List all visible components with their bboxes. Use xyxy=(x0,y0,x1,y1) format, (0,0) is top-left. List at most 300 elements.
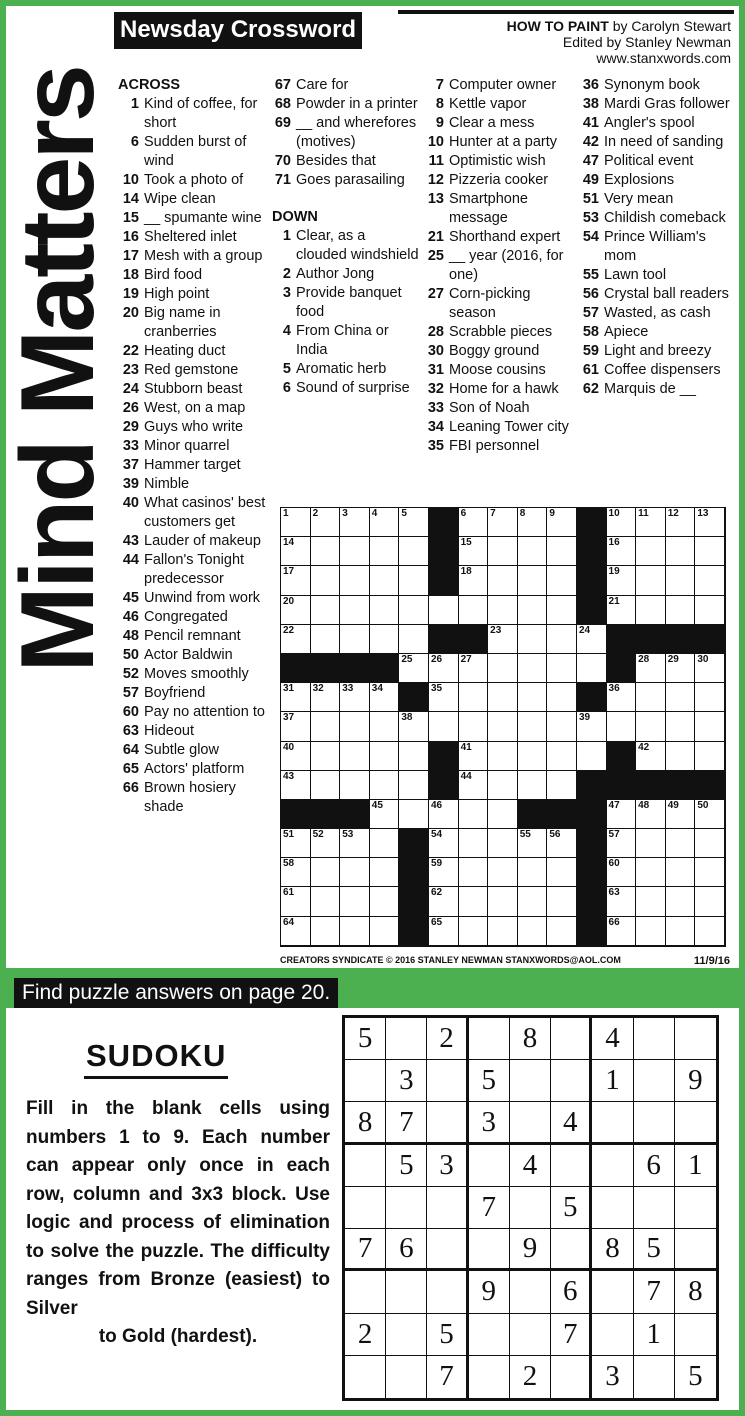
sudoku-empty-cell[interactable] xyxy=(345,1356,386,1398)
grid-cell[interactable] xyxy=(340,537,370,566)
black-square xyxy=(607,742,637,771)
clue-text: Goes parasailing xyxy=(296,172,405,188)
grid-cell[interactable] xyxy=(370,800,400,829)
grid-cell[interactable] xyxy=(695,566,725,595)
clue-number: 29 xyxy=(122,419,139,435)
sudoku-empty-cell[interactable] xyxy=(551,1018,592,1060)
clue-number: 10 xyxy=(427,134,444,150)
grid-cell[interactable] xyxy=(518,596,548,625)
clue-text: Sheltered inlet xyxy=(144,229,237,245)
cell-number: 37 xyxy=(283,712,295,724)
sudoku-empty-cell[interactable] xyxy=(386,1356,427,1398)
sudoku-given: 1 xyxy=(592,1060,633,1102)
sudoku-empty-cell[interactable] xyxy=(386,1271,427,1313)
grid-cell[interactable] xyxy=(607,800,637,829)
clue-text: Moose cousins xyxy=(449,362,546,378)
grid-cell[interactable] xyxy=(281,566,311,595)
grid-cell[interactable] xyxy=(370,887,400,916)
sudoku-given: 8 xyxy=(592,1229,633,1271)
sudoku-empty-cell[interactable] xyxy=(634,1187,675,1229)
grid-cell[interactable] xyxy=(281,887,311,916)
grid-cell[interactable] xyxy=(429,683,459,712)
cell-number: 13 xyxy=(697,508,709,519)
grid-cell[interactable] xyxy=(340,625,370,654)
grid-cell[interactable] xyxy=(488,683,518,712)
grid-cell[interactable] xyxy=(281,596,311,625)
grid-cell[interactable] xyxy=(370,625,400,654)
grid-cell[interactable] xyxy=(666,712,696,741)
byline xyxy=(507,18,731,66)
grid-cell[interactable] xyxy=(518,887,548,916)
grid-cell[interactable] xyxy=(695,712,725,741)
grid-cell[interactable] xyxy=(518,537,548,566)
grid-cell[interactable] xyxy=(488,508,518,537)
cell-number: 59 xyxy=(430,858,443,870)
grid-cell[interactable] xyxy=(429,712,459,741)
cell-number: 61 xyxy=(283,887,295,899)
grid-cell[interactable] xyxy=(488,917,518,946)
clue-text: Actors' platform xyxy=(144,761,245,777)
grid-cell[interactable] xyxy=(340,829,370,858)
grid-cell[interactable] xyxy=(399,654,429,683)
grid-cell[interactable] xyxy=(488,771,518,800)
sudoku-empty-cell[interactable] xyxy=(427,1187,468,1229)
grid-cell[interactable] xyxy=(518,508,548,537)
sudoku-empty-cell[interactable] xyxy=(510,1271,551,1313)
clue xyxy=(579,152,735,171)
sudoku-empty-cell[interactable] xyxy=(469,1145,510,1187)
sudoku-empty-cell[interactable] xyxy=(386,1314,427,1356)
grid-cell[interactable] xyxy=(607,712,637,741)
grid-cell[interactable] xyxy=(636,683,666,712)
clue xyxy=(579,228,735,266)
clue-number: 63 xyxy=(122,723,139,739)
grid-cell[interactable] xyxy=(695,887,725,916)
grid-cell[interactable] xyxy=(340,742,370,771)
grid-cell[interactable] xyxy=(547,829,577,858)
sudoku-empty-cell[interactable] xyxy=(634,1356,675,1398)
grid-cell[interactable] xyxy=(399,508,429,537)
clue xyxy=(118,380,268,399)
sudoku-empty-cell[interactable] xyxy=(510,1314,551,1356)
grid-cell[interactable] xyxy=(281,683,311,712)
grid-cell[interactable] xyxy=(370,829,400,858)
down-heading: DOWN xyxy=(272,209,318,225)
grid-cell[interactable] xyxy=(666,508,696,537)
grid-cell[interactable] xyxy=(488,712,518,741)
grid-cell[interactable] xyxy=(459,829,489,858)
grid-cell[interactable] xyxy=(695,829,725,858)
grid-cell[interactable] xyxy=(311,917,341,946)
clue-text: Shorthand expert xyxy=(449,229,561,245)
clue-number: 3 xyxy=(282,285,291,301)
clue-text: High point xyxy=(144,286,210,302)
grid-cell[interactable] xyxy=(488,537,518,566)
grid-cell[interactable] xyxy=(636,596,666,625)
grid-cell[interactable] xyxy=(429,887,459,916)
grid-cell[interactable] xyxy=(518,712,548,741)
clue xyxy=(118,475,268,494)
grid-cell[interactable] xyxy=(281,742,311,771)
clue-column-2 xyxy=(272,76,420,398)
grid-cell[interactable] xyxy=(429,800,459,829)
grid-cell[interactable] xyxy=(311,683,341,712)
grid-cell[interactable] xyxy=(636,887,666,916)
grid-cell[interactable] xyxy=(518,566,548,595)
clue xyxy=(118,361,268,380)
sudoku-empty-cell[interactable] xyxy=(675,1102,716,1144)
sudoku-empty-cell[interactable] xyxy=(427,1060,468,1102)
sudoku-empty-cell[interactable] xyxy=(675,1229,716,1271)
grid-cell[interactable] xyxy=(666,537,696,566)
clue-text: Brown hosiery shade xyxy=(144,780,236,815)
sudoku-given: 8 xyxy=(675,1271,716,1313)
sudoku-empty-cell[interactable] xyxy=(469,1018,510,1060)
grid-cell[interactable] xyxy=(636,858,666,887)
grid-cell[interactable] xyxy=(340,508,370,537)
grid-cell[interactable] xyxy=(281,537,311,566)
grid-cell[interactable] xyxy=(695,596,725,625)
grid-cell[interactable] xyxy=(281,917,311,946)
grid-cell[interactable] xyxy=(607,917,637,946)
grid-cell[interactable] xyxy=(547,508,577,537)
grid-cell[interactable] xyxy=(399,537,429,566)
grid-cell[interactable] xyxy=(488,858,518,887)
grid-cell[interactable] xyxy=(370,683,400,712)
cell-number: 23 xyxy=(490,624,502,636)
grid-cell[interactable] xyxy=(459,800,489,829)
grid-cell[interactable] xyxy=(695,654,725,683)
sudoku-given: 6 xyxy=(386,1229,427,1271)
grid-cell[interactable] xyxy=(518,771,548,800)
black-square xyxy=(459,625,489,654)
grid-cell[interactable] xyxy=(577,654,607,683)
sudoku-given: 5 xyxy=(345,1018,386,1060)
grid-cell[interactable] xyxy=(636,537,666,566)
grid-cell[interactable] xyxy=(340,771,370,800)
grid-cell[interactable] xyxy=(281,829,311,858)
black-square xyxy=(695,625,725,654)
grid-cell[interactable] xyxy=(370,537,400,566)
grid-cell[interactable] xyxy=(666,917,696,946)
grid-cell[interactable] xyxy=(607,566,637,595)
black-square xyxy=(429,537,459,566)
sudoku-empty-cell[interactable] xyxy=(345,1145,386,1187)
grid-cell[interactable] xyxy=(459,654,489,683)
grid-cell[interactable] xyxy=(459,742,489,771)
sudoku-empty-cell[interactable] xyxy=(386,1018,427,1060)
sudoku-given: 5 xyxy=(688,1360,703,1393)
grid-cell[interactable] xyxy=(429,858,459,887)
grid-cell[interactable] xyxy=(370,858,400,887)
sudoku-empty-cell[interactable] xyxy=(345,1187,386,1229)
grid-cell[interactable] xyxy=(577,625,607,654)
sudoku-empty-cell[interactable] xyxy=(675,1314,716,1356)
grid-cell[interactable] xyxy=(340,683,370,712)
grid-cell[interactable] xyxy=(695,917,725,946)
grid-cell[interactable] xyxy=(607,596,637,625)
sudoku-empty-cell[interactable] xyxy=(592,1145,633,1187)
clue-text: Lawn tool xyxy=(604,267,667,283)
clue-number: 42 xyxy=(582,134,599,150)
sudoku-empty-cell[interactable] xyxy=(592,1271,633,1313)
puzzle-date: 11/9/16 xyxy=(693,955,730,967)
grid-cell[interactable] xyxy=(459,712,489,741)
grid-cell[interactable] xyxy=(370,596,400,625)
cell-number: 10 xyxy=(608,508,620,519)
grid-cell[interactable] xyxy=(547,917,577,946)
clue xyxy=(425,323,577,342)
grid-cell[interactable] xyxy=(547,683,577,712)
grid-cell[interactable] xyxy=(518,917,548,946)
grid-cell[interactable] xyxy=(281,771,311,800)
grid-cell[interactable] xyxy=(547,566,577,595)
sudoku-given: 4 xyxy=(592,1018,633,1060)
grid-cell[interactable] xyxy=(311,566,341,595)
grid-cell[interactable] xyxy=(488,887,518,916)
sudoku-empty-cell[interactable] xyxy=(469,1356,510,1398)
clue-number: 5 xyxy=(282,361,291,377)
grid-cell[interactable] xyxy=(399,596,429,625)
grid-cell[interactable] xyxy=(518,625,548,654)
sudoku-empty-cell[interactable] xyxy=(427,1229,468,1271)
grid-cell[interactable] xyxy=(311,508,341,537)
grid-cell[interactable] xyxy=(547,537,577,566)
grid-cell[interactable] xyxy=(695,800,725,829)
sudoku-empty-cell[interactable] xyxy=(345,1060,386,1102)
cell-number: 63 xyxy=(608,887,620,899)
grid-cell[interactable] xyxy=(311,596,341,625)
sudoku-empty-cell[interactable] xyxy=(634,1018,675,1060)
grid-cell[interactable] xyxy=(636,508,666,537)
sudoku-empty-cell[interactable] xyxy=(551,1060,592,1102)
grid-cell[interactable] xyxy=(666,596,696,625)
grid-cell[interactable] xyxy=(607,537,637,566)
grid-cell[interactable] xyxy=(488,566,518,595)
clue-number: 6 xyxy=(130,134,139,150)
grid-cell[interactable] xyxy=(311,742,341,771)
grid-cell[interactable] xyxy=(459,566,489,595)
grid-cell[interactable] xyxy=(666,566,696,595)
grid-cell[interactable] xyxy=(370,771,400,800)
cell-number: 50 xyxy=(697,799,709,811)
grid-cell[interactable] xyxy=(547,858,577,887)
clue xyxy=(425,342,577,361)
sudoku-empty-cell[interactable] xyxy=(510,1187,551,1229)
grid-cell[interactable] xyxy=(399,566,429,595)
cell-number: 31 xyxy=(283,683,295,695)
sudoku-empty-cell[interactable] xyxy=(386,1187,427,1229)
grid-cell[interactable] xyxy=(399,771,429,800)
grid-cell[interactable] xyxy=(666,858,696,887)
grid-cell[interactable] xyxy=(518,742,548,771)
sudoku-empty-cell[interactable] xyxy=(551,1229,592,1271)
sudoku-title: SUDOKU xyxy=(84,1038,228,1079)
grid-cell[interactable] xyxy=(607,683,637,712)
grid-cell[interactable] xyxy=(340,887,370,916)
grid-cell[interactable] xyxy=(340,566,370,595)
clue-text: Besides that xyxy=(296,153,376,169)
sudoku-empty-cell[interactable] xyxy=(551,1145,592,1187)
grid-cell[interactable] xyxy=(281,712,311,741)
grid-cell[interactable] xyxy=(547,654,577,683)
grid-cell[interactable] xyxy=(518,654,548,683)
grid-cell[interactable] xyxy=(636,566,666,595)
grid-cell[interactable] xyxy=(370,566,400,595)
grid-cell[interactable] xyxy=(281,858,311,887)
grid-cell[interactable] xyxy=(666,742,696,771)
grid-cell[interactable] xyxy=(340,858,370,887)
grid-cell[interactable] xyxy=(607,508,637,537)
sudoku-empty-cell[interactable] xyxy=(592,1187,633,1229)
sudoku-empty-cell[interactable] xyxy=(510,1060,551,1102)
grid-cell[interactable] xyxy=(281,508,311,537)
clue-text: Corn-picking season xyxy=(449,286,531,321)
grid-cell[interactable] xyxy=(399,800,429,829)
sudoku-empty-cell[interactable] xyxy=(510,1102,551,1144)
grid-cell[interactable] xyxy=(459,858,489,887)
sudoku-empty-cell[interactable] xyxy=(551,1356,592,1398)
grid-cell[interactable] xyxy=(399,712,429,741)
grid-cell[interactable] xyxy=(695,683,725,712)
clue-text: Red gemstone xyxy=(144,362,239,378)
sudoku-empty-cell[interactable] xyxy=(592,1102,633,1144)
sudoku-given: 6 xyxy=(551,1271,592,1313)
clue xyxy=(118,437,268,456)
grid-cell[interactable] xyxy=(488,625,518,654)
grid-cell[interactable] xyxy=(547,771,577,800)
grid-cell[interactable] xyxy=(636,800,666,829)
grid-cell[interactable] xyxy=(311,625,341,654)
cell-number: 25 xyxy=(401,653,413,665)
grid-cell[interactable] xyxy=(281,625,311,654)
grid-cell[interactable] xyxy=(695,742,725,771)
clue xyxy=(118,494,268,532)
sudoku-empty-cell[interactable] xyxy=(592,1314,633,1356)
clue-column-4 xyxy=(579,76,735,399)
black-square xyxy=(666,771,696,800)
grid-cell[interactable] xyxy=(311,887,341,916)
sudoku-empty-cell[interactable] xyxy=(634,1102,675,1144)
grid-cell[interactable] xyxy=(429,654,459,683)
cell-number: 62 xyxy=(430,887,443,899)
grid-cell[interactable] xyxy=(607,829,637,858)
grid-cell[interactable] xyxy=(459,771,489,800)
sudoku-empty-cell[interactable] xyxy=(345,1271,386,1313)
grid-cell[interactable] xyxy=(666,800,696,829)
grid-cell[interactable] xyxy=(636,917,666,946)
grid-cell[interactable] xyxy=(666,654,696,683)
grid-cell[interactable] xyxy=(666,829,696,858)
sudoku-empty-cell[interactable] xyxy=(675,1187,716,1229)
grid-cell[interactable] xyxy=(311,829,341,858)
grid-cell[interactable] xyxy=(695,508,725,537)
sudoku-empty-cell[interactable] xyxy=(469,1229,510,1271)
grid-cell[interactable] xyxy=(370,712,400,741)
clue xyxy=(118,456,268,475)
grid-cell[interactable] xyxy=(459,887,489,916)
grid-cell[interactable] xyxy=(488,596,518,625)
clue-number: 56 xyxy=(582,286,599,302)
grid-cell[interactable] xyxy=(340,712,370,741)
grid-cell[interactable] xyxy=(547,887,577,916)
cell-number: 32 xyxy=(312,683,324,695)
grid-cell[interactable] xyxy=(607,858,637,887)
clue-column-3 xyxy=(425,76,577,456)
grid-cell[interactable] xyxy=(666,887,696,916)
grid-cell[interactable] xyxy=(518,683,548,712)
grid-cell[interactable] xyxy=(518,858,548,887)
grid-cell[interactable] xyxy=(695,537,725,566)
clue-text: Coffee dispensers xyxy=(604,362,721,378)
grid-cell[interactable] xyxy=(636,829,666,858)
grid-cell[interactable] xyxy=(459,917,489,946)
grid-cell[interactable] xyxy=(488,800,518,829)
grid-cell[interactable] xyxy=(547,712,577,741)
clue xyxy=(579,361,735,380)
sudoku-given: 1 xyxy=(675,1145,716,1187)
grid-cell[interactable] xyxy=(607,887,637,916)
grid-cell[interactable] xyxy=(399,625,429,654)
grid-cell[interactable] xyxy=(311,771,341,800)
cell-number: 22 xyxy=(283,624,295,636)
grid-cell[interactable] xyxy=(311,537,341,566)
sudoku-empty-cell[interactable] xyxy=(427,1102,468,1144)
grid-cell[interactable] xyxy=(429,917,459,946)
cell-number: 44 xyxy=(460,770,472,782)
grid-cell[interactable] xyxy=(547,625,577,654)
grid-cell[interactable] xyxy=(370,742,400,771)
grid-cell[interactable] xyxy=(429,596,459,625)
grid-cell[interactable] xyxy=(636,654,666,683)
grid-cell[interactable] xyxy=(636,712,666,741)
grid-cell[interactable] xyxy=(311,858,341,887)
grid-cell[interactable] xyxy=(340,917,370,946)
grid-cell[interactable] xyxy=(666,683,696,712)
sudoku-empty-cell[interactable] xyxy=(675,1018,716,1060)
sudoku-given: 7 xyxy=(386,1102,427,1144)
grid-cell[interactable] xyxy=(370,917,400,946)
sudoku-empty-cell[interactable] xyxy=(469,1314,510,1356)
grid-cell[interactable] xyxy=(311,712,341,741)
sudoku-empty-cell[interactable] xyxy=(427,1271,468,1313)
grid-cell[interactable] xyxy=(547,742,577,771)
clue-number: 2 xyxy=(282,266,291,282)
clue-text: Subtle glow xyxy=(144,742,219,758)
grid-cell[interactable] xyxy=(340,596,370,625)
grid-cell[interactable] xyxy=(459,508,489,537)
grid-cell[interactable] xyxy=(518,829,548,858)
grid-cell[interactable] xyxy=(547,596,577,625)
grid-cell[interactable] xyxy=(488,654,518,683)
grid-cell[interactable] xyxy=(695,858,725,887)
grid-cell[interactable] xyxy=(370,508,400,537)
grid-cell[interactable] xyxy=(459,596,489,625)
grid-cell[interactable] xyxy=(459,683,489,712)
sudoku-empty-cell[interactable] xyxy=(634,1060,675,1102)
grid-cell[interactable] xyxy=(488,829,518,858)
grid-cell[interactable] xyxy=(577,742,607,771)
cell-number: 24 xyxy=(578,624,591,636)
grid-cell[interactable] xyxy=(429,829,459,858)
grid-cell[interactable] xyxy=(488,742,518,771)
grid-cell[interactable] xyxy=(399,742,429,771)
grid-cell[interactable] xyxy=(577,712,607,741)
clue xyxy=(272,171,420,190)
grid-cell[interactable] xyxy=(636,742,666,771)
clue-text: Bird food xyxy=(144,267,203,283)
grid-cell[interactable] xyxy=(459,537,489,566)
